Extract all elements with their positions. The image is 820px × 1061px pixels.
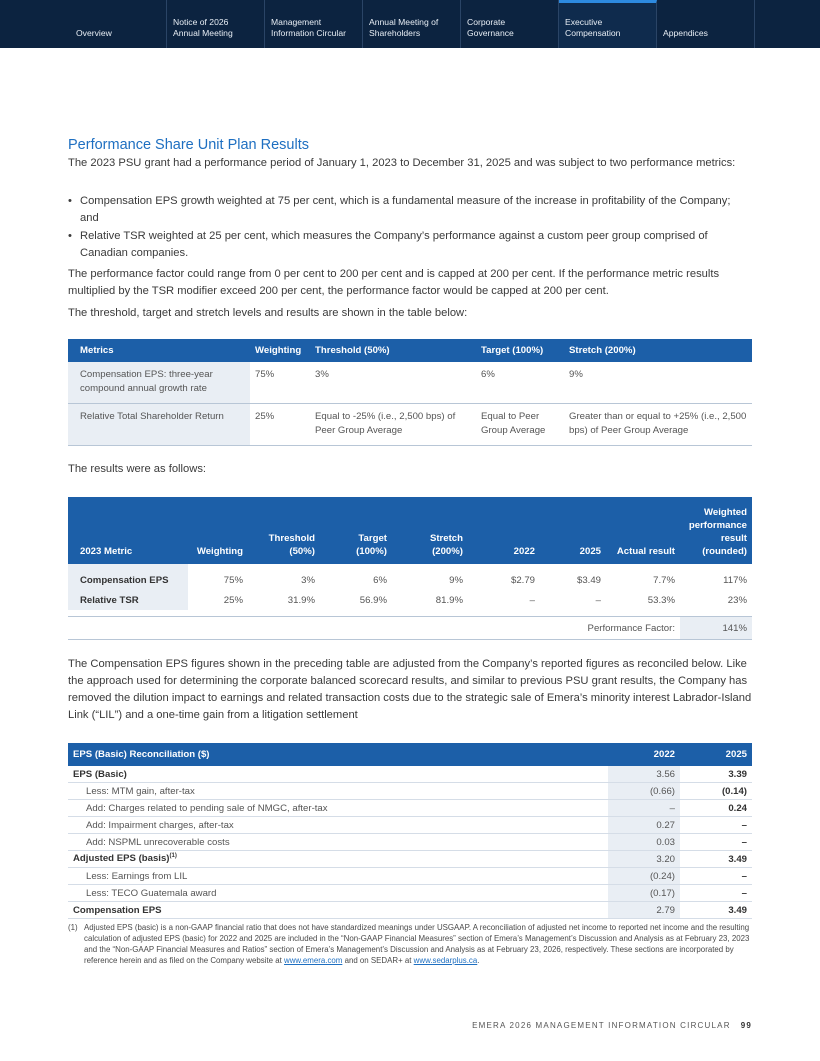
table-cell: 31.9% bbox=[287, 594, 315, 606]
table-cell: 81.9% bbox=[435, 594, 463, 606]
table-cell: 117% bbox=[723, 574, 747, 586]
reconciliation-label bbox=[68, 851, 608, 868]
table-header: Weighted performance result (rounded) bbox=[680, 497, 752, 564]
reconciliation-label-text: Add: NSPML unrecoverable costs bbox=[86, 836, 230, 848]
footnote bbox=[68, 922, 752, 966]
nav-tab-annual-meeting-of-shareholders[interactable]: Annual Meeting of Shareholders bbox=[363, 0, 461, 48]
value-2025: – bbox=[680, 817, 752, 834]
table-cell: 6% bbox=[476, 362, 564, 404]
table-header: Target (100%) bbox=[476, 339, 564, 362]
footer-label: EMERA 2026 MANAGEMENT INFORMATION CIRCULAR bbox=[472, 1021, 731, 1030]
table-cell: Relative Total Shareholder Return bbox=[68, 404, 250, 446]
table-cell: 23% bbox=[727, 594, 747, 606]
table-row bbox=[68, 851, 752, 868]
table-cell: 6% bbox=[373, 574, 387, 586]
nav-tab-appendices[interactable]: Appendices bbox=[657, 0, 755, 48]
table-cell: 75% bbox=[223, 574, 243, 586]
reconciliation-label bbox=[68, 834, 608, 851]
table-cell: $3.49 bbox=[576, 574, 601, 586]
table-header: Weighting bbox=[188, 497, 248, 564]
table-cell: 3% bbox=[310, 362, 476, 404]
value-2022: 3.20 bbox=[608, 851, 680, 868]
footnote-marker: (1) bbox=[169, 853, 177, 860]
reconciliation-label-text: EPS (Basic) bbox=[73, 768, 127, 780]
value-2025: (0.14) bbox=[680, 783, 752, 800]
table-row bbox=[68, 902, 752, 919]
value-2025: – bbox=[680, 868, 752, 885]
table-header: 2023 Metric bbox=[68, 497, 188, 564]
reconciliation-label bbox=[68, 800, 608, 817]
bullet-item bbox=[68, 193, 752, 227]
table-cell: Equal to Peer Group Average bbox=[476, 404, 564, 446]
reconciliation-label-text: Add: Charges related to pending sale of NMGC, after-tax bbox=[86, 802, 328, 814]
metrics-table bbox=[68, 339, 752, 446]
page-number: 99 bbox=[740, 1021, 752, 1030]
bullet-icon: • bbox=[68, 195, 72, 207]
reconciliation-label bbox=[68, 766, 608, 783]
page-footer bbox=[472, 1021, 752, 1030]
value-2022: 0.27 bbox=[608, 817, 680, 834]
reconciliation-label bbox=[68, 885, 608, 902]
table-header-row bbox=[68, 743, 752, 766]
footnote-text-mid: and on SEDAR+ at bbox=[344, 956, 412, 965]
table-header: Stretch (200%) bbox=[392, 497, 468, 564]
table-cell: 7.7% bbox=[653, 574, 675, 586]
table-row bbox=[68, 817, 752, 834]
reconciliation-label-text: Add: Impairment charges, after-tax bbox=[86, 819, 234, 831]
table-row bbox=[68, 404, 752, 446]
bullet-icon: • bbox=[68, 230, 72, 242]
table-row bbox=[68, 362, 752, 404]
table-row bbox=[68, 590, 752, 610]
value-2025: 3.49 bbox=[680, 851, 752, 868]
value-2025: 3.39 bbox=[680, 766, 752, 783]
table-header-row bbox=[68, 497, 752, 564]
value-2022: 2.79 bbox=[608, 902, 680, 919]
table-header: 2025 bbox=[540, 497, 606, 564]
value-2025: 3.49 bbox=[680, 902, 752, 919]
nav-tab-notice-of-annual-meeting[interactable]: Notice of 2026 Annual Meeting bbox=[167, 0, 265, 48]
value-2022: (0.24) bbox=[608, 868, 680, 885]
footnote-number: (1) bbox=[68, 923, 78, 932]
table-cell: – bbox=[595, 594, 601, 606]
table-header: 2025 bbox=[680, 743, 752, 766]
top-navigation bbox=[0, 0, 820, 48]
table-row bbox=[68, 564, 752, 590]
table-cell: Relative TSR bbox=[68, 590, 188, 610]
table-row bbox=[68, 766, 752, 783]
table-header: Actual result bbox=[606, 497, 680, 564]
reconciliation-label-text: Adjusted EPS (basis) bbox=[73, 853, 170, 865]
reconciliation-label bbox=[68, 783, 608, 800]
table-row bbox=[68, 783, 752, 800]
reconciliation-label-text: Compensation EPS bbox=[73, 904, 162, 916]
table-row bbox=[68, 868, 752, 885]
table-cell: Equal to -25% (i.e., 2,500 bps) of Peer Group Average bbox=[310, 404, 476, 446]
bullet-text: Compensation EPS growth weighted at 75 per cent, which is a fundamental measure of the increase in profitability of the Company; and bbox=[80, 195, 731, 224]
table-header: Weighting bbox=[250, 339, 310, 362]
threshold-paragraph: The threshold, target and stretch levels and results are shown in the table below: bbox=[68, 307, 468, 319]
reconciliation-label-text: Less: MTM gain, after-tax bbox=[86, 785, 195, 797]
table-cell: 53.3% bbox=[647, 594, 675, 606]
table-row bbox=[68, 885, 752, 902]
value-2025: 0.24 bbox=[680, 800, 752, 817]
results-table bbox=[68, 497, 752, 640]
emera-website-link[interactable]: www.emera.com bbox=[284, 956, 343, 965]
table-cell: 9% bbox=[564, 362, 752, 404]
sedar-website-link[interactable]: www.sedarplus.ca bbox=[413, 956, 478, 965]
table-header: Threshold (50%) bbox=[310, 339, 476, 362]
performance-factor-label: Performance Factor: bbox=[68, 617, 680, 640]
nav-tab-overview[interactable]: Overview bbox=[0, 0, 167, 48]
bullet-item bbox=[68, 228, 752, 262]
table-cell: Compensation EPS bbox=[68, 564, 188, 590]
table-cell: 9% bbox=[449, 574, 463, 586]
table-cell: 25% bbox=[223, 594, 243, 606]
value-2022: 0.03 bbox=[608, 834, 680, 851]
performance-factor-value: 141% bbox=[680, 617, 752, 640]
reconciliation-label bbox=[68, 902, 608, 919]
table-header: Stretch (200%) bbox=[564, 339, 752, 362]
table-header: 2022 bbox=[468, 497, 540, 564]
reconciliation-label-text: Less: Earnings from LIL bbox=[86, 870, 188, 882]
eps-reconciliation-table bbox=[68, 743, 752, 919]
table-header-row bbox=[68, 339, 752, 362]
value-2025: – bbox=[680, 885, 752, 902]
section-title: Performance Share Unit Plan Results bbox=[68, 137, 309, 153]
footnote-text-end: . bbox=[477, 956, 480, 965]
performance-factor-paragraph: The performance factor could range from 0 per cent to 200 per cent and is capped at 200 per cent. If the performance metric results multiplied by the TSR modifier exceed 200 per cent, the performance factor would be capped at 200 per cent. bbox=[68, 268, 720, 297]
table-cell: 25% bbox=[250, 404, 310, 446]
table-header: Threshold (50%) bbox=[248, 497, 320, 564]
value-2022: – bbox=[608, 800, 680, 817]
table-header: Metrics bbox=[68, 339, 250, 362]
eps-paragraph: The Compensation EPS figures shown in the preceding table are adjusted from the Company’s reported figures as reconciled below. Like the approach used for determining the corporate balanced scorecard results, and similar to previous PSU grant results, the Company has removed the dilution impact to earnings and related transaction costs due to the strategic sale of Emera’s minority interest Labrador-Island Link (“LIL”) and a one-time gain from a litigation settlement bbox=[68, 658, 752, 721]
table-row bbox=[68, 834, 752, 851]
nav-tab-management-information-circular[interactable]: Management Information Circular bbox=[265, 0, 363, 48]
bullet-text: Relative TSR weighted at 25 per cent, which measures the Company’s performance against a custom peer group comprised of Canadian companies. bbox=[80, 230, 708, 259]
performance-factor-row bbox=[68, 617, 752, 640]
footnote-text: Adjusted EPS (basic) is a non-GAAP financial ratio that does not have standardized meanings under USGAAP. A reconciliation of adjusted net income to reported net income and the resulting calculation of adjusted EPS (basic) for 2022 and 2025 are included in the “Non-GAAP Financial Measures” section of Emera’s Management’s Discussion and Analysis as at February 23, 2023 and the “Non-GAAP Financial Measures and Ratios” section of Emera’s Management’s Discussion and Analysis as at February 23, 2026, respectively. These sections are incorporated by reference herein and as filed on the Company website at bbox=[84, 923, 750, 965]
table-cell: Greater than or equal to +25% (i.e., 2,500 bps) of Peer Group Average bbox=[564, 404, 752, 446]
value-2022: (0.17) bbox=[608, 885, 680, 902]
reconciliation-label bbox=[68, 868, 608, 885]
value-2022: (0.66) bbox=[608, 783, 680, 800]
table-cell: 3% bbox=[301, 574, 315, 586]
intro-paragraph: The 2023 PSU grant had a performance period of January 1, 2023 to December 31, 2025 and was subject to two performance metrics: bbox=[68, 157, 736, 169]
reconciliation-label-text: Less: TECO Guatemala award bbox=[86, 887, 217, 899]
table-cell: 75% bbox=[250, 362, 310, 404]
table-cell: 56.9% bbox=[359, 594, 387, 606]
nav-tab-corporate-governance[interactable]: Corporate Governance bbox=[461, 0, 559, 48]
value-2022: 3.56 bbox=[608, 766, 680, 783]
table-cell: Compensation EPS: three-year compound annual growth rate bbox=[68, 362, 250, 404]
table-header: 2022 bbox=[608, 743, 680, 766]
table-header: EPS (Basic) Reconciliation ($) bbox=[68, 743, 608, 766]
reconciliation-label bbox=[68, 817, 608, 834]
table-cell: – bbox=[529, 594, 535, 606]
results-intro: The results were as follows: bbox=[68, 463, 207, 475]
nav-tab-executive-compensation[interactable]: Executive Compensation bbox=[559, 0, 657, 48]
table-header: Target (100%) bbox=[320, 497, 392, 564]
value-2025: – bbox=[680, 834, 752, 851]
table-cell: $2.79 bbox=[510, 574, 535, 586]
table-row bbox=[68, 800, 752, 817]
